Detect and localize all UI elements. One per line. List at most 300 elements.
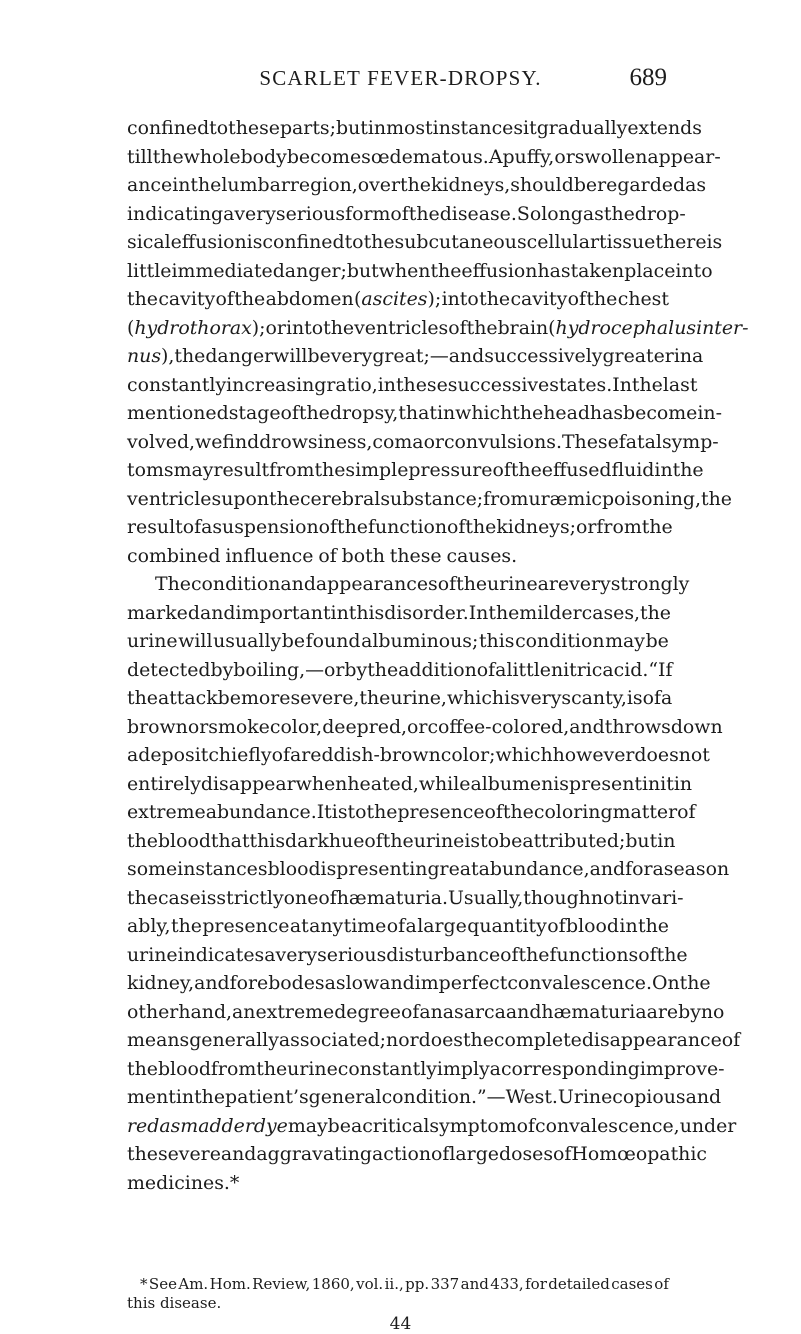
word: a <box>201 516 213 538</box>
word: tissue <box>598 231 656 253</box>
word: of <box>318 516 338 538</box>
word: gradually <box>536 117 628 139</box>
word: It <box>316 801 332 823</box>
word: œdematous. <box>370 145 489 168</box>
text-line <box>127 200 686 229</box>
word: one <box>283 886 319 909</box>
word: suspension <box>212 516 319 538</box>
word: these <box>228 117 280 139</box>
word: the <box>174 345 206 367</box>
word: as <box>685 174 707 196</box>
word: A <box>488 145 503 168</box>
word: in <box>330 601 349 624</box>
word: dye <box>253 1114 288 1137</box>
word: under <box>679 1114 737 1137</box>
word: ratio, <box>326 373 378 396</box>
word: convalescence. <box>507 972 652 994</box>
word: In <box>612 373 632 396</box>
word: aggravating <box>256 1143 372 1165</box>
word: effusion <box>170 231 247 253</box>
word: of <box>271 744 290 766</box>
word: the <box>400 174 431 196</box>
word: throws <box>604 715 671 738</box>
word: to <box>480 829 500 852</box>
word: presence <box>397 801 485 823</box>
word: degree <box>334 1000 401 1023</box>
word: is <box>246 231 263 253</box>
word: abdomen <box>265 288 354 310</box>
word: (hydrocephalus <box>548 316 697 339</box>
word: indicates <box>177 943 265 966</box>
word: regarded <box>597 174 686 196</box>
word: the <box>314 459 346 481</box>
word: in <box>172 174 191 196</box>
word: marked <box>127 601 200 624</box>
word: large <box>417 915 467 937</box>
word: but <box>346 259 379 282</box>
word: other <box>127 1000 179 1023</box>
word: very <box>519 687 562 709</box>
word: by <box>210 658 234 681</box>
word: smoke <box>208 715 270 738</box>
word: the <box>152 145 184 168</box>
text-line <box>127 371 698 400</box>
word: confined <box>262 231 345 253</box>
word: the <box>701 487 732 510</box>
text-line <box>127 627 669 656</box>
word: ance <box>127 174 173 196</box>
word: this <box>478 630 515 652</box>
word: disappearance <box>581 1029 722 1051</box>
word: Homœopathic <box>571 1143 707 1165</box>
footnote-word: of <box>654 1275 669 1293</box>
word: addition <box>398 658 477 681</box>
word: simple <box>345 459 409 481</box>
word: the <box>638 915 669 937</box>
word: of <box>553 1143 572 1165</box>
word: of <box>390 202 409 225</box>
word: or <box>265 316 286 339</box>
word: while <box>418 772 471 795</box>
word: indicating <box>127 202 224 225</box>
word: may <box>287 1114 328 1137</box>
word: the <box>502 801 534 823</box>
word: is <box>553 772 570 795</box>
word: a <box>264 943 276 966</box>
word: So <box>516 202 542 225</box>
text-line <box>127 855 730 884</box>
word: The <box>155 573 191 595</box>
word: as <box>582 202 604 225</box>
footnote-word: pp. <box>405 1275 430 1293</box>
word: disorder. <box>384 601 469 624</box>
word: complete <box>493 1029 582 1051</box>
word: the <box>672 459 704 481</box>
word: will <box>273 345 308 367</box>
word: entirely <box>127 772 201 795</box>
word: of <box>447 516 466 538</box>
word: when <box>378 259 431 282</box>
word: head <box>543 402 590 424</box>
word: from <box>269 459 315 481</box>
word: hand, <box>178 1000 233 1023</box>
word: by <box>678 1000 701 1023</box>
word: of <box>567 288 587 310</box>
word: action <box>371 1143 431 1165</box>
word: will <box>178 630 213 652</box>
word: the <box>367 658 399 681</box>
word: and <box>505 1000 542 1023</box>
word: instances <box>432 117 524 139</box>
word: it <box>660 772 674 795</box>
word: a <box>489 1057 501 1080</box>
word: forebodes <box>229 972 325 994</box>
word: function <box>367 516 448 538</box>
word: the <box>512 402 544 424</box>
word: drop- <box>634 202 686 225</box>
word: any <box>309 915 344 937</box>
word: be <box>327 1114 351 1137</box>
word: of <box>400 1000 420 1023</box>
text-line <box>127 1112 737 1141</box>
word: in <box>673 345 693 367</box>
text-line <box>127 228 723 257</box>
footnote-word: Am. <box>178 1275 209 1293</box>
word: strictly <box>216 886 284 909</box>
word: presence <box>202 915 290 937</box>
word: ventricles <box>354 316 449 339</box>
text-line <box>127 884 684 913</box>
word: the <box>298 402 330 424</box>
word: volved, <box>127 430 196 453</box>
word: improve- <box>639 1057 725 1080</box>
word: and <box>199 601 236 624</box>
text-line <box>127 969 711 998</box>
word: in <box>619 915 638 937</box>
word: and <box>685 1086 722 1108</box>
word: blood <box>267 858 321 880</box>
word: which <box>495 744 553 766</box>
word: imperfect <box>414 972 508 994</box>
word: hæmaturia. <box>336 886 448 909</box>
text-line <box>127 941 688 970</box>
word: should <box>510 174 574 196</box>
word: be <box>281 630 306 652</box>
word: brown <box>127 715 188 738</box>
word: present <box>569 772 642 795</box>
word: uræmic <box>528 487 602 510</box>
word: substance; <box>380 487 484 510</box>
word: pressure <box>408 459 493 481</box>
word: chiefly <box>208 744 272 766</box>
word: the <box>466 316 498 339</box>
word: madder <box>180 1114 254 1137</box>
footnote <box>127 1275 669 1313</box>
word: reddish-brown <box>301 744 441 766</box>
body-text <box>127 114 749 1197</box>
word: into <box>675 259 713 282</box>
footnote-word: 1860, <box>311 1275 355 1293</box>
word: the <box>641 516 673 538</box>
word: states. <box>549 373 613 396</box>
word: the <box>679 972 711 994</box>
word: from <box>210 1057 257 1080</box>
word: condition.”—West. <box>381 1086 558 1108</box>
word: the <box>190 174 222 196</box>
word: most <box>386 117 433 139</box>
word: to <box>344 231 364 253</box>
text-line <box>127 114 702 143</box>
word: the <box>586 288 618 310</box>
word: a <box>324 972 336 994</box>
word: associated; <box>278 1029 387 1051</box>
word: into <box>285 316 324 339</box>
word: be <box>499 829 523 852</box>
footnote-word: * <box>140 1275 148 1293</box>
word: imply <box>436 1057 490 1080</box>
word: in <box>436 402 456 424</box>
word: urine <box>287 1057 338 1080</box>
word: cavity <box>158 288 216 310</box>
word: little <box>127 259 172 282</box>
text-line <box>127 342 704 371</box>
word: no <box>700 1000 725 1023</box>
word: which <box>455 402 513 424</box>
word: in- <box>697 402 722 424</box>
page-header <box>0 66 801 96</box>
word: but <box>625 829 658 852</box>
word: that <box>398 402 437 424</box>
signature-mark: 44 <box>389 1314 412 1334</box>
text-line <box>127 1055 725 1084</box>
word: in <box>657 829 676 852</box>
word: and <box>589 858 626 880</box>
word: the <box>127 1143 158 1165</box>
word: are <box>646 1000 679 1023</box>
word: the <box>382 829 414 852</box>
word: does <box>418 1029 463 1051</box>
word: the <box>234 288 266 310</box>
word: sical <box>127 231 171 253</box>
word: a <box>495 658 507 681</box>
word: hue <box>328 829 365 852</box>
text-line <box>127 656 673 685</box>
word: a <box>289 744 302 766</box>
word: symp- <box>661 430 719 453</box>
text-line <box>127 257 713 286</box>
word: the <box>127 1057 158 1080</box>
word: chest <box>617 288 669 310</box>
word: the <box>323 316 355 339</box>
text-line <box>127 1169 669 1198</box>
word: coloring <box>533 801 613 823</box>
word: disturbance <box>386 943 501 966</box>
word: of <box>318 544 337 567</box>
word: that <box>210 829 250 852</box>
word: corresponding <box>500 1057 640 1080</box>
word: the <box>363 231 395 253</box>
word: brain <box>497 316 549 339</box>
text-line <box>127 314 749 343</box>
word: extends <box>627 117 702 139</box>
word: dark <box>285 829 329 852</box>
word: be <box>573 174 598 196</box>
word: deep <box>322 715 369 738</box>
word: an <box>232 1000 256 1023</box>
word: color, <box>269 715 323 738</box>
word: the <box>170 915 202 937</box>
word: coma <box>372 430 424 453</box>
word: puffy, <box>502 145 555 168</box>
word: to <box>347 801 367 823</box>
word: blood <box>157 829 211 852</box>
word: abundance. <box>205 801 317 823</box>
word: whole <box>183 145 241 168</box>
footnote-word: See <box>148 1275 177 1293</box>
word: a <box>350 1114 363 1137</box>
word: slow <box>335 972 380 994</box>
word: the <box>465 516 497 538</box>
text-line <box>127 542 669 571</box>
word: or <box>554 145 575 168</box>
word: of <box>721 1029 741 1051</box>
word: extreme <box>255 1000 335 1023</box>
word: of <box>215 288 234 310</box>
word: generally <box>189 1029 279 1051</box>
word: of <box>638 943 657 966</box>
word: season <box>663 858 730 880</box>
footnote-word: 337 <box>430 1275 460 1293</box>
word: in <box>673 772 693 795</box>
word: danger; <box>272 259 347 282</box>
word: or <box>187 715 209 738</box>
word: this <box>348 601 385 624</box>
word: of <box>484 801 503 823</box>
word: constantly <box>127 373 227 396</box>
word: into <box>441 288 479 310</box>
word: swollen <box>574 145 648 168</box>
word: may <box>173 459 214 481</box>
word: result <box>127 516 183 538</box>
word: the <box>337 516 368 538</box>
word: hæmaturia <box>541 1000 647 1023</box>
footnote-line-1 <box>127 1275 669 1294</box>
word: greater <box>602 345 674 367</box>
word: by <box>344 658 368 681</box>
text-line <box>127 713 723 742</box>
word: become <box>623 402 698 424</box>
word: nor <box>386 1029 419 1051</box>
word: a <box>127 744 139 766</box>
word: as <box>159 1114 181 1137</box>
word: Urine <box>557 1086 613 1108</box>
word: in <box>367 117 387 139</box>
word: (ascites); <box>354 288 442 310</box>
word: detected <box>127 658 211 681</box>
word: both <box>341 544 385 567</box>
word: to <box>209 117 229 139</box>
word: scanty, <box>561 687 627 709</box>
word: does <box>634 744 679 766</box>
text-line <box>127 1140 707 1169</box>
word: of <box>492 459 511 481</box>
word: successively <box>484 345 603 367</box>
word: influence <box>225 544 314 567</box>
word: in <box>377 373 396 396</box>
word: a <box>660 687 673 709</box>
word: appearances <box>315 573 438 595</box>
word: attack <box>157 687 218 709</box>
word: of <box>547 915 566 937</box>
word: the <box>631 373 663 396</box>
text-line <box>127 399 722 428</box>
word: the <box>194 1086 226 1108</box>
word: the <box>518 943 550 966</box>
text-line <box>127 570 690 599</box>
word: doses <box>498 1143 554 1165</box>
word: find <box>222 430 260 453</box>
text-line <box>127 827 676 856</box>
word: great;—and <box>372 345 485 367</box>
word: these <box>395 373 448 396</box>
word: urine, <box>390 687 447 709</box>
word: and <box>379 972 415 994</box>
word: of <box>182 516 202 538</box>
word: On <box>652 972 680 994</box>
word: convulsions. <box>443 430 562 453</box>
text-line <box>127 798 696 827</box>
text-line <box>127 513 673 542</box>
word: and <box>220 1143 257 1165</box>
word: case <box>157 886 201 909</box>
word: inter- <box>696 316 749 339</box>
word: a <box>223 202 235 225</box>
word: acid. <box>602 658 649 681</box>
footnote-word: 433, <box>490 1275 524 1293</box>
word: medicines.* <box>127 1171 240 1194</box>
word: of <box>280 402 299 424</box>
word: of <box>448 316 467 339</box>
word: cerebral <box>299 487 381 510</box>
word: or <box>407 715 428 738</box>
word: taken <box>570 259 625 282</box>
word: nitric <box>550 658 603 681</box>
word: of <box>364 829 383 852</box>
word: urine <box>127 630 178 652</box>
word: constantly <box>337 1057 437 1080</box>
word: is <box>464 829 481 852</box>
word: severe, <box>290 687 360 709</box>
word: upon <box>221 487 269 510</box>
word: very <box>569 573 611 595</box>
word: boiling,—or <box>233 658 345 681</box>
word: is <box>320 858 337 880</box>
word: in <box>175 1086 195 1108</box>
word: at <box>289 915 309 937</box>
word: be <box>307 345 331 367</box>
word: fatal <box>618 430 662 453</box>
word: the <box>462 1029 494 1051</box>
word: very <box>234 202 276 225</box>
word: it <box>523 117 537 139</box>
word: convalescence, <box>535 1114 680 1137</box>
word: urine <box>487 573 538 595</box>
word: a <box>692 345 704 367</box>
word: condition <box>190 573 281 595</box>
word: color; <box>440 744 496 766</box>
word: copious <box>612 1086 686 1108</box>
word: albuminous; <box>361 630 479 652</box>
